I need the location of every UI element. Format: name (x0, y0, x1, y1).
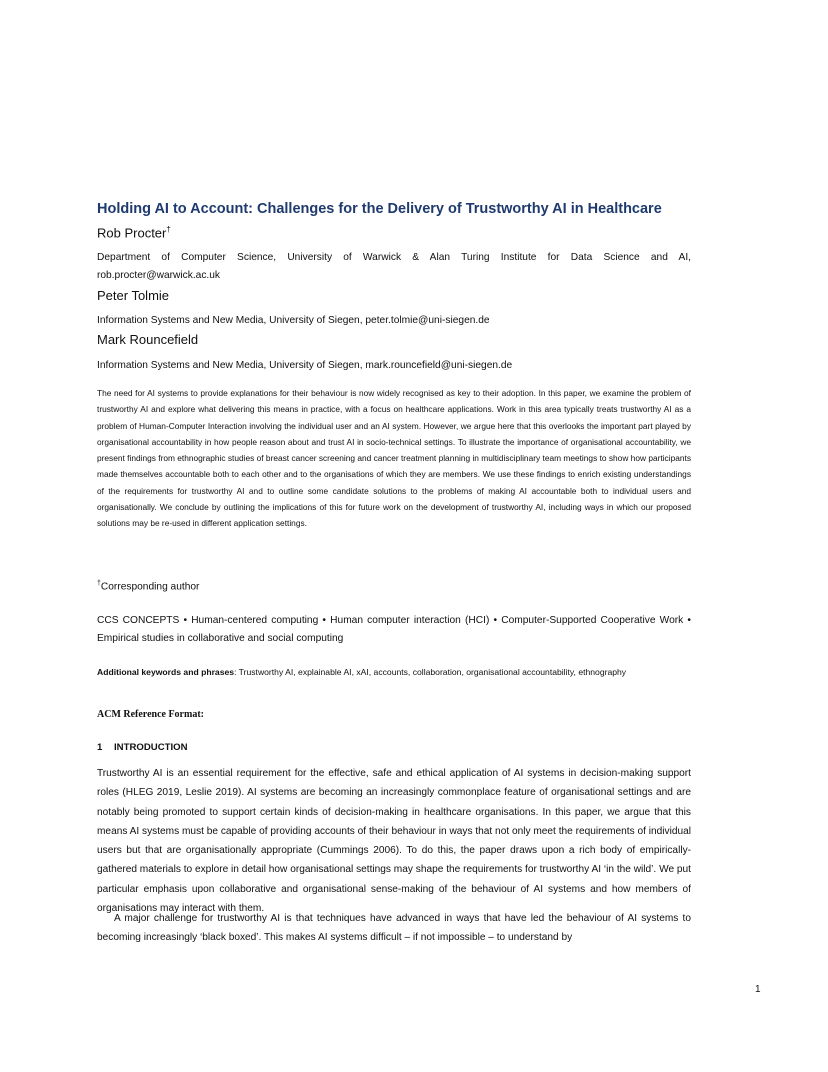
acm-reference-format: ACM Reference Format: (97, 709, 204, 720)
author-name: Peter Tolmie (97, 288, 170, 303)
paper-title: Holding AI to Account: Challenges for the Delivery of Trustworthy AI in Healthcare (97, 201, 662, 217)
abstract: The need for AI systems to provide explanations for their behaviour is now widely recognised as key to their adoption. In this paper, we examine the problem of trustworthy AI and explore what delivering this means in practice, with a focus on healthcare applications. Work in this area typically treats trustworthy AI as a problem of Human-Computer Interaction involving the individual user and an AI system. However, we argue here that this overlooks the important part played by organisational accountability in how people reason about and trust AI in socio-technical settings. To illustrate the importance of organisational accountability, we present findings from ethnographic studies of breast cancer screening and cancer treatment planning in multidisciplinary team meetings to show how participants made themselves accountable both to each other and to the organisations of which they are members. We use these findings to enrich existing understandings of the requirements for trustworthy AI and to outline some candidate solutions to the problems of making AI accountable both to individual users and organisationally. We conclude by outlining the implications of this for future work on the development of trustworthy AI, including ways in which our proposed solutions may be re-used in different application settings. (97, 388, 691, 529)
author-name: Rob Procter† (97, 225, 171, 241)
author-affiliation: Information Systems and New Media, University of Siegen, mark.rouncefield@uni-siegen.de (97, 360, 513, 371)
corresponding-author-note: †Corresponding author (97, 580, 200, 593)
section-heading: 1 INTRODUCTION (97, 742, 188, 753)
keywords: Additional keywords and phrases: Trustworthy AI, explainable AI, xAI, accounts, collaboration, organisational accountability, ethnography (97, 667, 627, 677)
body-paragraph: A major challenge for trustworthy AI is that techniques have advanced in ways that have led the behaviour of AI systems to becoming increasingly ‘black boxed’. This makes AI systems difficult – if not impossible – to understand by (97, 913, 691, 944)
page-number: 1 (755, 984, 761, 995)
body-paragraph: Trustworthy AI is an essential requirement for the effective, safe and ethical application of AI systems in decision-making support roles (HLEG 2019, Leslie 2019). AI systems are becoming an increasingly commonplace feature of organisational settings and are notably being promoted to support certain kinds of decision-making in healthcare organisations. In this paper, we argue that this means AI systems must be capable of providing accounts of their behaviour in ways that not only meet the requirements of individual users but that are organisationally appropriate (Cummings 2006). To do this, the paper draws upon a rich body of empirically-gathered materials to explore in detail how organisational settings may shape the requirements for trustworthy AI ‘in the wild’. We put particular emphasis upon collaborative and organisational sense-making of the behaviour of AI systems and how members of organisations may interact with them. (97, 768, 691, 915)
author-affiliation: Information Systems and New Media, University of Siegen, peter.tolmie@uni-siegen.de (97, 315, 490, 326)
author-name: Mark Rouncefield (97, 332, 199, 347)
ccs-concepts: CCS CONCEPTS • Human-centered computing • Human computer interaction (HCI) • Computer-Supported Cooperative Work • Empirical studies in collaborative and social computing (97, 615, 691, 644)
author-affiliation: Department of Computer Science, University of Warwick & Alan Turing Institute for Data Science and AI, rob.procter@warwick.ac.uk (97, 252, 691, 281)
